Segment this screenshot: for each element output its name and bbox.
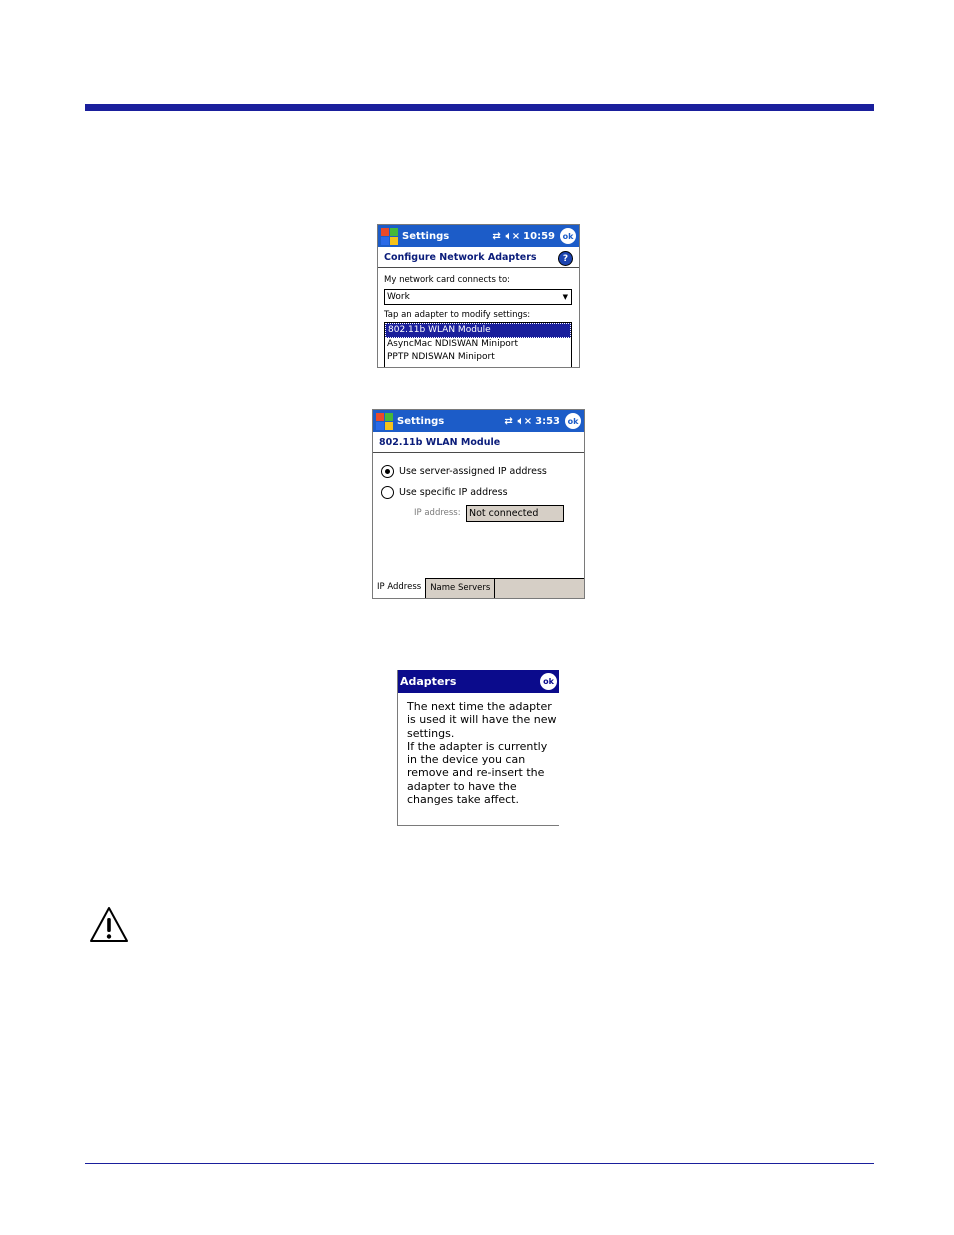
message-line: changes take affect. bbox=[407, 793, 519, 807]
chevron-down-icon: ▼ bbox=[562, 293, 568, 301]
app-title: Settings bbox=[397, 415, 445, 427]
tab-name-servers[interactable]: Name Servers bbox=[426, 579, 495, 598]
adapters-dialog-screenshot bbox=[397, 670, 559, 826]
dialog-title: Adapters bbox=[400, 675, 457, 688]
header-title: 802.11b WLAN Module bbox=[379, 437, 501, 448]
message-line: The next time the adapter bbox=[407, 700, 552, 713]
adapter-list bbox=[384, 322, 572, 368]
volume-mute-icon[interactable]: 🔈︎× bbox=[505, 230, 521, 242]
dialog-title-bar bbox=[398, 670, 559, 693]
network-dropdown[interactable] bbox=[384, 289, 572, 305]
title-bar bbox=[378, 225, 579, 247]
connectivity-icon[interactable]: ⇄ bbox=[504, 415, 513, 427]
ok-button[interactable]: ok bbox=[565, 413, 581, 429]
list-item[interactable]: 802.11b WLAN Module bbox=[385, 323, 571, 338]
tab-ip-address[interactable]: IP Address bbox=[373, 578, 426, 598]
bottom-rule bbox=[85, 1163, 874, 1164]
message-line: adapter to have the bbox=[407, 779, 517, 793]
app-title: Settings bbox=[402, 230, 450, 242]
ip-address-label: IP address: bbox=[414, 508, 461, 518]
windows-start-icon[interactable] bbox=[379, 226, 399, 246]
page-header bbox=[373, 433, 584, 453]
connectivity-icon[interactable]: ⇄ bbox=[492, 230, 501, 242]
radio-label: Use specific IP address bbox=[399, 487, 508, 498]
warning-icon bbox=[88, 905, 130, 945]
windows-start-icon[interactable] bbox=[374, 411, 394, 431]
radio-selected-icon[interactable] bbox=[381, 465, 394, 478]
ok-button[interactable]: ok bbox=[560, 228, 576, 244]
message-line: in the device you can bbox=[407, 753, 526, 767]
message-line: settings. bbox=[407, 726, 455, 740]
header-title: Configure Network Adapters bbox=[384, 252, 537, 263]
list-item[interactable]: AsyncMac NDISWAN Miniport bbox=[387, 339, 519, 349]
message-line: If the adapter is currently bbox=[407, 739, 548, 753]
radio-label: Use server-assigned IP address bbox=[399, 466, 547, 477]
ip-address-field: Not connected bbox=[466, 505, 564, 522]
configure-adapters-screenshot bbox=[377, 224, 580, 368]
volume-mute-icon[interactable]: 🔈︎× bbox=[517, 415, 533, 427]
dialog-message bbox=[407, 700, 557, 806]
radio-unselected-icon[interactable] bbox=[381, 486, 394, 499]
specific-ip-radio[interactable] bbox=[381, 486, 508, 499]
list-item[interactable]: PPTP NDISWAN Miniport bbox=[387, 352, 495, 362]
page-header bbox=[378, 248, 579, 268]
server-assigned-radio[interactable] bbox=[381, 465, 547, 478]
connects-label: My network card connects to: bbox=[384, 275, 511, 285]
message-line: remove and re-insert the bbox=[407, 766, 545, 780]
tap-label: Tap an adapter to modify settings: bbox=[384, 310, 531, 320]
title-bar bbox=[373, 410, 584, 432]
dropdown-value: Work bbox=[387, 292, 410, 302]
message-line: is used it will have the new bbox=[407, 713, 557, 727]
wlan-module-screenshot bbox=[372, 409, 585, 599]
clock[interactable]: 10:59 bbox=[523, 230, 555, 242]
tab-bar bbox=[373, 578, 584, 598]
help-icon[interactable]: ? bbox=[558, 251, 573, 266]
clock[interactable]: 3:53 bbox=[535, 415, 560, 427]
top-rule bbox=[85, 104, 874, 111]
ok-button[interactable]: ok bbox=[540, 673, 557, 690]
